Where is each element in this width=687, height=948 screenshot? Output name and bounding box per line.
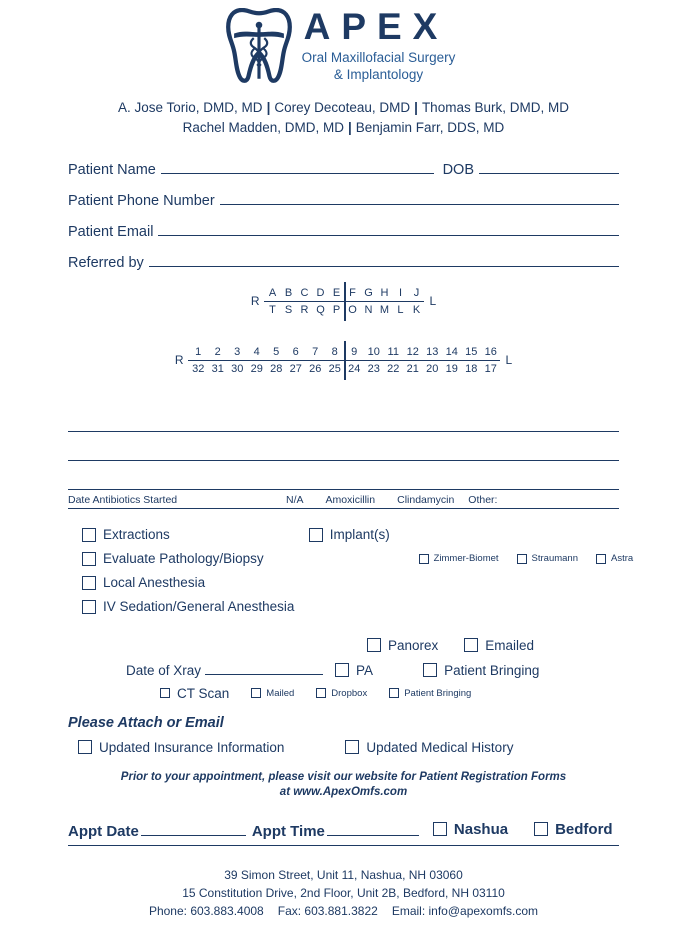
checkbox-ct-scan[interactable] (160, 686, 229, 701)
xray-date-group (126, 662, 323, 678)
checkbox-square-icon[interactable] (160, 688, 170, 698)
tooth-cell-permanent-lower[interactable]: 22 (387, 362, 400, 375)
tooth-cell-permanent-upper[interactable]: 13 (426, 345, 439, 358)
checkbox-square-icon[interactable] (335, 663, 349, 677)
checkbox-label-zimmer-biomet: Zimmer-Biomet (433, 553, 499, 564)
patient-fields-section (68, 161, 619, 271)
brand-subtitle-line2: & Implantology (333, 67, 424, 82)
procedure-row-local-anesthesia (82, 571, 687, 595)
chart-midline (344, 282, 345, 321)
antibiotic-option-amoxicillin[interactable]: Amoxicillin (325, 493, 376, 506)
tooth-cell-permanent-upper[interactable]: 12 (406, 345, 419, 358)
tooth-cell-permanent-lower[interactable]: 19 (445, 362, 458, 375)
checkbox-label-astra: Astra (611, 553, 634, 564)
checkbox-label-ct-patient-bringing: Patient Bringing (404, 687, 472, 699)
checkbox-square-icon[interactable] (433, 822, 447, 836)
footer-email[interactable]: Email: info@apexomfs.com (391, 904, 539, 918)
attach-section-title: Please Attach or Email (68, 714, 224, 731)
checkbox-patient-bringing[interactable] (423, 663, 539, 678)
patient-phone-row (68, 192, 619, 209)
checkbox-label-nashua: Nashua (453, 820, 509, 838)
tooth-cell-permanent-lower[interactable]: 25 (328, 362, 341, 375)
checkbox-square-icon[interactable] (517, 554, 527, 564)
tooth-cell-permanent-upper[interactable]: 14 (445, 345, 458, 358)
brand-name: APEX (303, 6, 449, 48)
tooth-cell-primary-upper[interactable]: I (398, 286, 403, 299)
checkbox-location-nashua[interactable] (433, 821, 508, 838)
tooth-cell-permanent-upper[interactable]: 7 (312, 345, 319, 358)
patient-email-label: Patient Email (68, 223, 154, 240)
checkbox-extractions[interactable] (82, 527, 170, 542)
doctors-list (0, 98, 687, 139)
procedure-row-iv-sedation (82, 595, 687, 619)
checkbox-square-icon[interactable] (389, 688, 399, 698)
checkbox-evaluate-pathology[interactable] (82, 551, 264, 566)
checkbox-label-updated-medical-history: Updated Medical History (366, 739, 514, 755)
antibiotic-option-other[interactable]: Other: (468, 493, 498, 506)
primary-chart-left-marker: L (429, 294, 437, 308)
tooth-cell-permanent-upper[interactable]: 6 (292, 345, 299, 358)
primary-chart-right-marker: R (250, 294, 260, 308)
tooth-cell-permanent-lower[interactable]: 26 (309, 362, 322, 375)
referred-by-row (68, 254, 619, 271)
checkbox-square-icon[interactable] (82, 528, 96, 542)
checkbox-implants[interactable] (309, 527, 390, 542)
tooth-cell-permanent-lower[interactable]: 24 (348, 362, 361, 375)
logo-row (0, 8, 687, 84)
footer-contact-row (0, 902, 687, 920)
tooth-cell-permanent-lower[interactable]: 29 (250, 362, 263, 375)
doctor-separator: | (266, 100, 271, 115)
logo-text-block (302, 8, 462, 84)
tooth-cell-primary-lower[interactable]: M (379, 303, 390, 316)
checkbox-square-icon[interactable] (309, 528, 323, 542)
notes-line[interactable] (68, 432, 619, 461)
procedures-section (82, 523, 687, 619)
checkbox-label-iv-sedation: IV Sedation/General Anesthesia (103, 599, 295, 614)
tooth-cell-primary-lower[interactable]: S (284, 303, 293, 316)
permanent-tooth-chart (0, 344, 687, 377)
antibiotic-option-clindamycin[interactable]: Clindamycin (397, 493, 455, 506)
patient-email-row (68, 223, 619, 240)
checkbox-label-implants: Implant(s) (329, 527, 390, 542)
procedure-row-extractions (82, 523, 687, 547)
tooth-cell-primary-upper[interactable]: A (268, 286, 277, 299)
checkbox-dropbox[interactable] (316, 688, 367, 699)
checkbox-label-patient-bringing: Patient Bringing (444, 662, 540, 678)
tooth-cell-primary-lower[interactable]: T (269, 303, 276, 316)
doctor-madden: Rachel Madden, DMD, MD (182, 120, 344, 136)
primary-chart-grid (264, 285, 424, 318)
checkbox-square-icon[interactable] (82, 576, 96, 590)
brand-subtitle-line1: Oral Maxillofacial Surgery (301, 50, 456, 66)
tooth-cell-primary-lower[interactable]: K (412, 303, 421, 316)
checkbox-label-updated-insurance: Updated Insurance Information (99, 739, 285, 755)
checkbox-square-icon[interactable] (316, 688, 326, 698)
tooth-cell-permanent-upper[interactable]: 8 (331, 345, 338, 358)
implant-brands-group (419, 553, 634, 564)
referred-by-input[interactable] (149, 254, 619, 267)
antibiotics-row (68, 494, 619, 509)
checkbox-label-mailed: Mailed (266, 687, 295, 699)
checkbox-astra[interactable] (596, 553, 633, 564)
tooth-cell-primary-lower[interactable]: L (397, 303, 404, 316)
checkbox-label-dropbox: Dropbox (331, 687, 368, 699)
tooth-cell-permanent-lower[interactable]: 27 (289, 362, 302, 375)
notes-section (68, 403, 619, 490)
tooth-cell-primary-upper[interactable]: J (413, 286, 420, 299)
tooth-cell-permanent-lower[interactable]: 18 (465, 362, 478, 375)
checkbox-updated-insurance[interactable] (78, 740, 284, 755)
checkbox-label-evaluate-pathology: Evaluate Pathology/Biopsy (103, 551, 264, 566)
tooth-cell-permanent-upper[interactable]: 16 (484, 345, 497, 358)
registration-notice (68, 770, 619, 801)
dob-input[interactable] (479, 161, 619, 174)
tooth-cell-primary-lower[interactable]: R (300, 303, 309, 316)
checkbox-location-bedford[interactable] (534, 821, 613, 838)
tooth-cell-permanent-lower[interactable]: 28 (270, 362, 283, 375)
doctor-separator: | (414, 100, 418, 115)
patient-email-input[interactable] (158, 223, 619, 236)
checkbox-label-extractions: Extractions (103, 527, 170, 542)
xray-row-pa (0, 658, 687, 683)
antibiotic-option-na[interactable]: N/A (286, 493, 304, 506)
form-header (0, 0, 687, 139)
patient-phone-label: Patient Phone Number (68, 192, 215, 209)
registration-notice-line2: at www.ApexOmfs.com (279, 786, 408, 799)
registration-notice-line1: Prior to your appointment, please visit our website for Patient Registration Forms (120, 770, 567, 783)
checkbox-pa[interactable] (335, 663, 373, 678)
doctor-separator: | (347, 120, 352, 136)
checkbox-square-icon[interactable] (419, 554, 429, 564)
dob-label: DOB (442, 161, 474, 178)
checkbox-label-ct-scan: CT Scan (177, 685, 230, 701)
notes-line[interactable] (68, 461, 619, 490)
tooth-cell-permanent-upper[interactable]: 3 (234, 345, 241, 358)
checkbox-local-anesthesia[interactable] (82, 575, 205, 590)
chart-midline (344, 341, 345, 380)
checkbox-square-icon[interactable] (345, 740, 359, 754)
checkbox-label-panorex: Panorex (388, 637, 439, 653)
tooth-cell-primary-lower[interactable]: P (332, 303, 341, 316)
checkbox-square-icon[interactable] (82, 600, 96, 614)
appointment-row (68, 821, 619, 847)
tooth-cell-permanent-lower[interactable]: 32 (192, 362, 205, 375)
xray-section (0, 633, 687, 701)
tooth-cell-permanent-lower[interactable]: 21 (406, 362, 419, 375)
tooth-cell-permanent-upper[interactable]: 4 (253, 345, 260, 358)
procedure-row-pathology (82, 547, 687, 571)
tooth-cell-permanent-upper[interactable]: 5 (273, 345, 280, 358)
tooth-cell-primary-upper[interactable]: H (380, 286, 389, 299)
primary-tooth-chart (0, 285, 687, 318)
tooth-cell-primary-lower[interactable]: Q (316, 303, 325, 316)
xray-row-panorex (0, 633, 687, 658)
permanent-chart-right-marker: R (174, 353, 184, 367)
xray-row-ct-scan (160, 686, 687, 701)
brand-subtitle (302, 50, 462, 84)
checkbox-iv-sedation[interactable] (82, 599, 294, 614)
tooth-cell-permanent-lower[interactable]: 17 (484, 362, 497, 375)
footer-phone: Phone: 603.883.4008 (148, 904, 264, 918)
doctor-torio: A. Jose Torio, DMD, MD (118, 100, 263, 115)
checkbox-label-local-anesthesia: Local Anesthesia (103, 575, 206, 590)
appt-time-label: Appt Time (251, 823, 325, 841)
checkbox-square-icon[interactable] (464, 638, 478, 652)
checkbox-label-pa: PA (356, 662, 374, 678)
referred-by-label: Referred by (68, 254, 144, 271)
doctor-farr: Benjamin Farr, DDS, MD (355, 120, 505, 136)
antibiotics-label: Date Antibiotics Started (68, 493, 178, 506)
doctor-burk: Thomas Burk, DMD, MD (421, 100, 569, 115)
patient-name-row (68, 161, 619, 178)
attach-checkbox-row (78, 740, 687, 755)
appt-time-input[interactable] (327, 822, 419, 836)
tooth-cell-primary-lower[interactable]: O (348, 303, 357, 316)
checkbox-square-icon[interactable] (251, 688, 261, 698)
doctors-line-1 (0, 98, 687, 118)
xray-date-label: Date of Xray (126, 663, 202, 678)
checkbox-updated-medical-history[interactable] (345, 740, 513, 755)
tooth-cell-permanent-lower[interactable]: 20 (426, 362, 439, 375)
doctors-line-2 (0, 118, 687, 138)
patient-name-label: Patient Name (68, 161, 156, 178)
tooth-cell-permanent-lower[interactable]: 31 (211, 362, 224, 375)
tooth-cell-permanent-lower[interactable]: 30 (231, 362, 244, 375)
patient-name-input[interactable] (161, 161, 434, 174)
tooth-cell-permanent-upper[interactable]: 2 (214, 345, 221, 358)
appt-date-input[interactable] (141, 822, 246, 836)
tooth-cell-primary-upper[interactable]: B (284, 286, 293, 299)
checkbox-label-emailed: Emailed (485, 637, 535, 653)
tooth-cell-primary-upper[interactable]: D (316, 286, 325, 299)
form-footer (0, 866, 687, 920)
checkbox-label-straumann: Straumann (531, 553, 579, 564)
checkbox-square-icon[interactable] (78, 740, 92, 754)
patient-phone-input[interactable] (220, 192, 619, 205)
checkbox-zimmer-biomet[interactable] (419, 553, 499, 564)
tooth-cell-permanent-upper[interactable]: 15 (465, 345, 478, 358)
doctor-decoteau: Corey Decoteau, DMD (274, 100, 411, 115)
tooth-cell-permanent-lower[interactable]: 23 (367, 362, 380, 375)
tooth-cell-primary-upper[interactable]: E (332, 286, 341, 299)
tooth-cell-primary-upper[interactable]: F (349, 286, 356, 299)
xray-date-input[interactable] (205, 662, 323, 675)
checkbox-emailed[interactable] (464, 638, 534, 653)
footer-fax: Fax: 603.881.3822 (277, 904, 378, 918)
footer-address-nashua: 39 Simon Street, Unit 11, Nashua, NH 03060 (224, 868, 463, 882)
checkbox-square-icon[interactable] (423, 663, 437, 677)
tooth-caduceus-logo-icon (226, 8, 292, 84)
checkbox-square-icon[interactable] (367, 638, 381, 652)
checkbox-square-icon[interactable] (534, 822, 548, 836)
permanent-chart-grid (188, 344, 500, 377)
checkbox-ct-patient-bringing[interactable] (389, 688, 471, 699)
tooth-cell-permanent-upper[interactable]: 1 (195, 345, 202, 358)
checkbox-panorex[interactable] (367, 638, 438, 653)
tooth-cell-primary-upper[interactable]: C (300, 286, 309, 299)
tooth-cell-primary-lower[interactable]: N (364, 303, 373, 316)
checkbox-label-bedford: Bedford (555, 820, 613, 838)
tooth-cell-permanent-upper[interactable]: 11 (387, 345, 399, 358)
checkbox-straumann[interactable] (517, 553, 578, 564)
tooth-cell-permanent-upper[interactable]: 9 (351, 345, 358, 358)
tooth-cell-permanent-upper[interactable]: 10 (367, 345, 380, 358)
checkbox-mailed[interactable] (251, 688, 294, 699)
footer-address-bedford: 15 Constitution Drive, 2nd Floor, Unit 2B, Bedford, NH 03110 (182, 886, 505, 900)
notes-line[interactable] (68, 403, 619, 432)
checkbox-square-icon[interactable] (82, 552, 96, 566)
checkbox-square-icon[interactable] (596, 554, 606, 564)
appt-date-label: Appt Date (68, 823, 139, 841)
tooth-cell-primary-upper[interactable]: G (364, 286, 373, 299)
permanent-chart-left-marker: L (505, 353, 513, 367)
